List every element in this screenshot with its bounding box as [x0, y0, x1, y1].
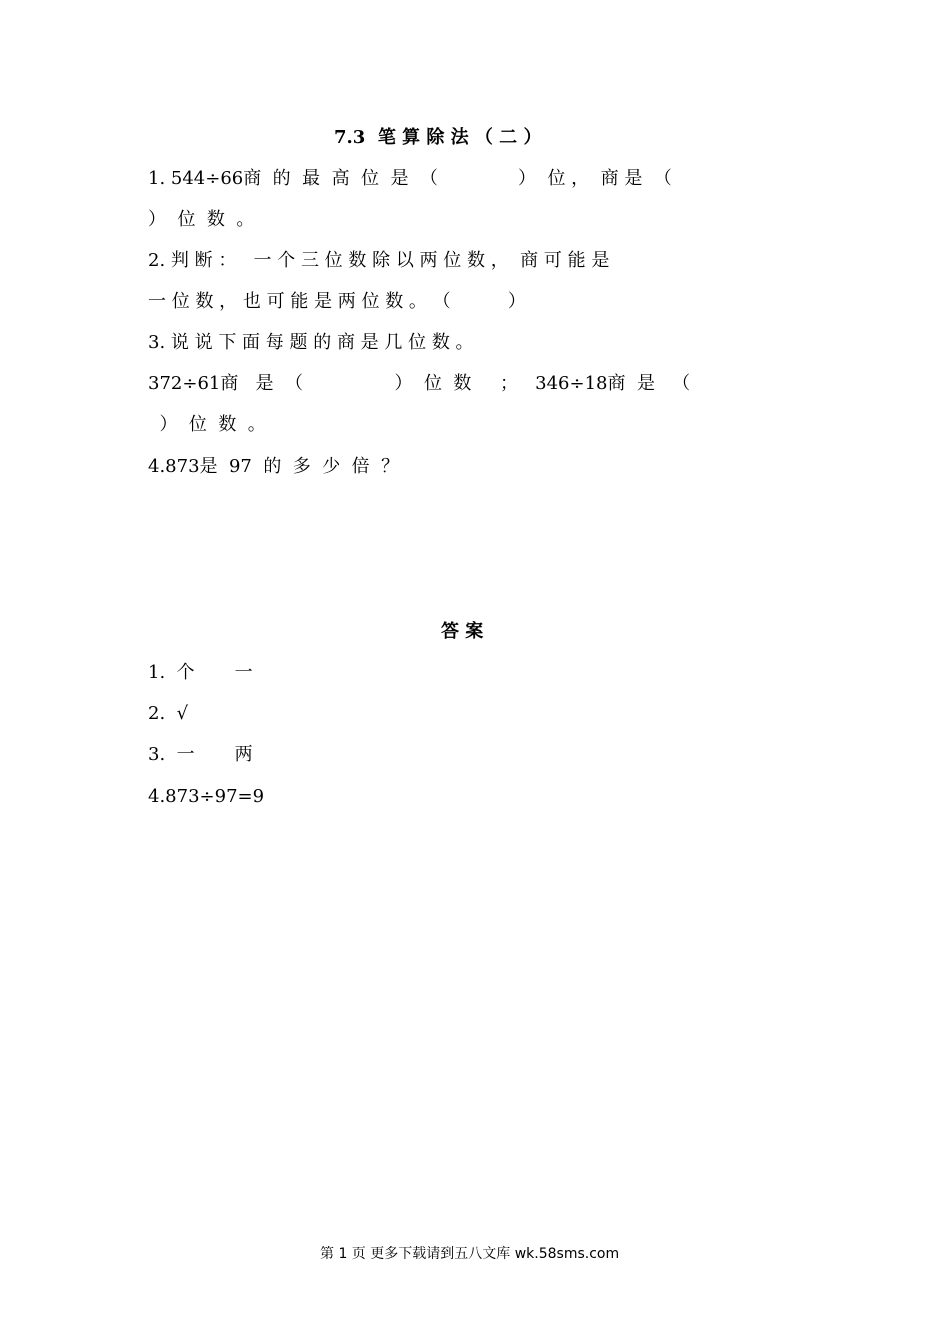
answer-1: 1. 个 一 [148, 662, 253, 683]
page-title: 7.3 笔 算 除 法 （ 二 ） [334, 127, 542, 148]
question-2-line-2: 一 位 数 ， 也 可 能 是 两 位 数 。 （ ） [148, 291, 526, 312]
page-footer: 第 1 页 更多下载请到五八文库 wk.58sms.com [320, 1246, 620, 1262]
answer-3: 3. 一 两 [148, 744, 253, 765]
answers-heading: 答 案 [441, 621, 484, 642]
answer-2: 2. √ [148, 703, 189, 724]
question-2-line-1: 2. 判 断 ： 一 个 三 位 数 除 以 两 位 数 ， 商 可 能 是 [148, 250, 610, 271]
question-3-line-1: 3. 说 说 下 面 每 题 的 商 是 几 位 数 。 [148, 332, 474, 353]
question-3-line-3: ） 位 数 。 [148, 414, 266, 435]
answer-4: 4.873÷97=9 [148, 786, 265, 807]
question-1-line-2: ） 位 数 。 [148, 209, 255, 230]
question-1-line-1: 1. 544÷66商 的 最 高 位 是 （ ） 位 ， 商 是 （ [148, 168, 672, 189]
question-4-line-1: 4.873是 97 的 多 少 倍 ？ [148, 456, 400, 477]
question-3-line-2: 372÷61商 是 （ ） 位 数 ； 346÷18商 是 （ [148, 373, 691, 394]
